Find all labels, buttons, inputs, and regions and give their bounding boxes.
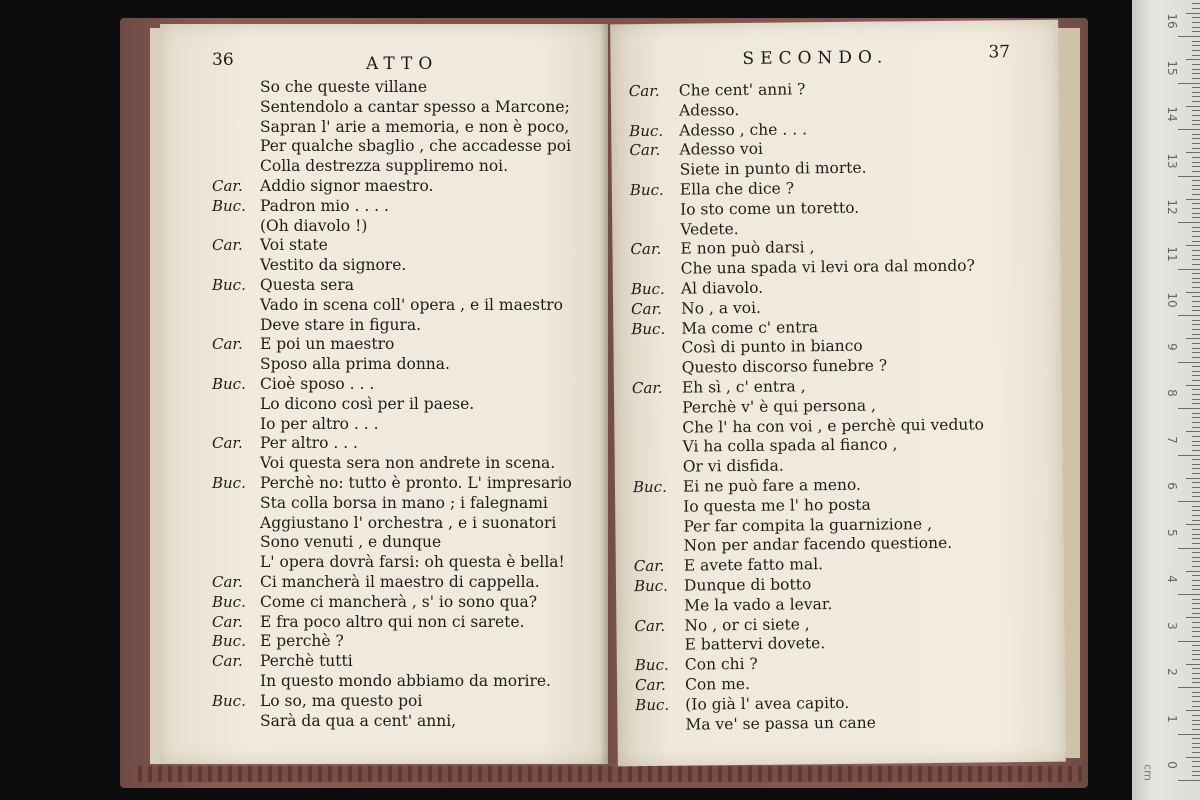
speaker-label: Buc.	[212, 592, 246, 611]
speaker-label: Car.	[634, 675, 666, 695]
ruler-tick	[1192, 282, 1200, 283]
ruler-tick	[1192, 3, 1200, 4]
ruler-tick	[1192, 120, 1200, 121]
ruler-tick	[1192, 148, 1200, 149]
ruler-tick	[1192, 41, 1200, 42]
ruler-tick	[1192, 166, 1200, 167]
left-page	[160, 24, 608, 764]
text-line: Sta colla borsa in mano ; i falegnami	[260, 493, 548, 512]
ruler-tick	[1192, 50, 1200, 51]
speaker-label: Car.	[630, 240, 662, 259]
ruler-tick	[1192, 654, 1200, 655]
ruler-tick	[1192, 357, 1200, 358]
ruler-tick	[1192, 436, 1200, 437]
speaker-label: Car.	[212, 652, 243, 671]
ruler-tick	[1192, 203, 1200, 204]
ruler-tick	[1192, 352, 1200, 353]
ruler-tick	[1192, 259, 1200, 260]
ruler-number: 13	[1165, 152, 1179, 169]
text-line: Perchè v' è qui persona ,	[682, 396, 877, 417]
ruler-tick	[1192, 334, 1200, 335]
ruler-tick	[1192, 534, 1200, 535]
text-line: Per qualche sbaglio , che accadesse poi	[260, 137, 572, 156]
ruler-tick	[1186, 245, 1200, 246]
ruler-tick	[1192, 389, 1200, 390]
ruler-tick	[1192, 450, 1200, 451]
text-line: E poi un maestro	[260, 335, 395, 354]
text-line: E perchè ?	[260, 632, 344, 651]
ruler-tick	[1178, 780, 1200, 781]
ruler-tick	[1192, 399, 1200, 400]
ruler-number: 2	[1165, 668, 1179, 676]
ruler-tick	[1192, 487, 1200, 488]
ruler-tick	[1186, 617, 1200, 618]
ruler-number: 15	[1165, 59, 1179, 76]
ruler-tick	[1192, 55, 1200, 56]
ruler-tick	[1192, 775, 1200, 776]
ruler-tick	[1186, 571, 1200, 572]
ruler-tick	[1192, 375, 1200, 376]
ruler-tick	[1178, 83, 1200, 84]
text-line: So che queste villane	[260, 78, 428, 96]
ruler-tick	[1186, 664, 1200, 665]
ruler-tick	[1192, 766, 1200, 767]
ruler-tick	[1192, 194, 1200, 195]
ruler-tick	[1192, 73, 1200, 74]
text-line: Colla destrezza suppliremo noi.	[260, 157, 509, 176]
ruler-tick	[1192, 715, 1200, 716]
text-line: Io sto come un toretto.	[679, 198, 860, 219]
text-line: Ei ne può fare a meno.	[682, 475, 862, 496]
ruler-unit: cm	[1141, 764, 1155, 781]
ruler-tick	[1192, 659, 1200, 660]
ruler-tick	[1192, 445, 1200, 446]
text-line: No , a voi.	[681, 298, 762, 318]
ruler-tick	[1192, 510, 1200, 511]
ruler-tick	[1192, 213, 1200, 214]
ruler-tick	[1192, 668, 1200, 669]
ruler-tick	[1186, 106, 1200, 107]
ruler-number: 9	[1165, 342, 1179, 351]
text-line: Ma ve' se passa un cane	[685, 713, 876, 734]
text-line: Questa sera	[260, 276, 354, 294]
ruler-tick	[1192, 31, 1200, 32]
speaker-label: Car.	[628, 81, 660, 101]
ruler-tick	[1192, 645, 1200, 646]
speaker-label: Buc.	[634, 655, 669, 675]
speaker-label: Buc.	[212, 375, 246, 393]
text-line: Al diavolo.	[680, 278, 764, 298]
ruler-tick	[1178, 315, 1200, 316]
ruler-tick	[1192, 162, 1200, 163]
text-line: (Io già l' avea capito.	[685, 693, 850, 714]
text-line: Perchè tutti	[260, 652, 353, 671]
ruler-tick	[1186, 13, 1200, 14]
text-line: Dunque di botto	[683, 575, 812, 595]
ruler-tick	[1192, 417, 1200, 418]
ruler-tick	[1192, 171, 1200, 172]
text-line: Lo dicono così per il paese.	[260, 394, 475, 413]
text-line: Me la vado a levar.	[684, 594, 833, 615]
ruler-tick	[1192, 729, 1200, 730]
ruler-number: 16	[1165, 13, 1179, 29]
ruler-tick	[1192, 468, 1200, 469]
speaker-label: Car.	[212, 573, 243, 591]
ruler-tick	[1192, 273, 1200, 274]
ruler-tick	[1192, 422, 1200, 423]
ruler-number: 11	[1165, 245, 1179, 262]
speaker-label: Car.	[633, 557, 665, 576]
speaker-label: Buc.	[629, 121, 664, 140]
text-line: Sentendolo a cantar spesso a Marcone;	[260, 97, 570, 116]
speaker-label: Car.	[629, 141, 661, 160]
text-line: Che l' ha con voi , e perchè qui veduto	[682, 415, 984, 437]
ruler-tick	[1192, 296, 1200, 297]
ruler-tick	[1192, 701, 1200, 702]
ruler-tick	[1192, 78, 1200, 79]
ruler-tick	[1186, 338, 1200, 339]
ruler-number: 12	[1165, 199, 1179, 215]
ruler-tick	[1178, 362, 1200, 363]
ruler-tick	[1186, 152, 1200, 153]
ruler-tick	[1192, 427, 1200, 428]
ruler-tick	[1178, 641, 1200, 642]
ruler-tick	[1178, 594, 1200, 595]
speaker-label: Car.	[631, 299, 662, 318]
ruler-tick	[1192, 115, 1200, 116]
ruler-tick	[1192, 464, 1200, 465]
ruler-tick	[1192, 696, 1200, 697]
ruler-number: 8	[1165, 389, 1179, 397]
text-line: Eh sì , c' entra ,	[681, 377, 806, 397]
ruler-tick	[1192, 45, 1200, 46]
speaker-label: Car.	[212, 612, 243, 631]
ruler-tick	[1192, 575, 1200, 576]
speaker-label: Buc.	[212, 691, 246, 710]
ruler-tick	[1192, 17, 1200, 18]
ruler-tick	[1192, 603, 1200, 604]
ruler-tick	[1192, 96, 1200, 97]
ruler-tick	[1192, 324, 1200, 325]
ruler-tick	[1192, 496, 1200, 497]
text-line: Perchè no: tutto è pronto. L' impresario	[260, 474, 572, 492]
ruler-tick	[1192, 69, 1200, 70]
ruler-tick	[1192, 366, 1200, 367]
ruler-tick	[1192, 27, 1200, 28]
right-running-head: SECONDO.	[742, 47, 889, 69]
ruler-tick	[1192, 143, 1200, 144]
ruler-number: 1	[1165, 714, 1179, 723]
text-line: Voi state	[260, 236, 328, 255]
text-line: Ma come c' entra	[681, 317, 819, 338]
ruler-tick	[1178, 548, 1200, 549]
left-page-number: 36	[212, 50, 234, 70]
text-line: In questo mondo abbiamo da morire.	[260, 672, 551, 690]
text-line: Padron mio . . . .	[260, 196, 389, 215]
ruler-tick	[1192, 459, 1200, 460]
speaker-label: Buc.	[633, 576, 668, 596]
text-line: Non per andar facendo questione.	[683, 534, 953, 556]
speaker-label: Buc.	[212, 632, 246, 651]
ruler-tick	[1192, 264, 1200, 265]
ruler-tick	[1186, 757, 1200, 758]
text-line: Aggiustano l' orchestra , e i suonatori	[260, 513, 557, 532]
ruler-tick	[1192, 227, 1200, 228]
ruler-tick	[1192, 538, 1200, 539]
ruler-tick	[1192, 552, 1200, 553]
ruler-tick	[1192, 743, 1200, 744]
ruler-tick	[1192, 599, 1200, 600]
text-line: Ella che dice ?	[679, 179, 795, 199]
speaker-label: Buc.	[635, 695, 670, 714]
speaker-label: Car.	[631, 378, 663, 398]
ruler-tick	[1192, 208, 1200, 209]
ruler-tick	[1192, 692, 1200, 693]
ruler-tick	[1186, 292, 1200, 293]
text-line: Siete in punto di morte.	[679, 158, 867, 179]
ruler-tick	[1192, 180, 1200, 181]
ruler-tick	[1192, 22, 1200, 23]
ruler-number: 0	[1165, 761, 1179, 769]
ruler-number: 10	[1165, 292, 1179, 308]
text-line: E fra poco altro qui non ci sarete.	[260, 612, 525, 631]
ruler-tick	[1192, 101, 1200, 102]
ruler-number: 7	[1165, 435, 1179, 444]
ruler-tick	[1192, 255, 1200, 256]
speaker-label: Buc.	[212, 276, 246, 294]
speaker-label: Car.	[212, 434, 243, 453]
text-line: Io questa me l' ho posta	[683, 495, 871, 516]
ruler-number: 4	[1165, 575, 1179, 583]
text-line: Vado in scena coll' opera , e il maestro	[260, 295, 563, 314]
text-line: Questo discorso funebre ?	[681, 356, 888, 377]
ruler-tick	[1192, 110, 1200, 111]
text-line: Io per altro . . .	[260, 414, 379, 433]
ruler-tick	[1178, 734, 1200, 735]
ruler-tick	[1192, 371, 1200, 372]
ruler-tick	[1186, 199, 1200, 200]
ruler-tick	[1192, 189, 1200, 190]
ruler-tick	[1192, 678, 1200, 679]
ruler-tick	[1192, 482, 1200, 483]
ruler-tick	[1192, 138, 1200, 139]
text-line: Vi ha colla spada al fianco ,	[682, 435, 898, 457]
ruler-tick	[1192, 720, 1200, 721]
speaker-label: Buc.	[212, 474, 246, 492]
ruler-tick	[1192, 403, 1200, 404]
ruler-tick	[1178, 408, 1200, 409]
text-line: (Oh diavolo !)	[260, 216, 368, 235]
ruler-tick	[1192, 124, 1200, 125]
speaker-label: Car.	[634, 616, 666, 635]
speaker-label: Buc.	[630, 279, 665, 299]
ruler-tick	[1192, 724, 1200, 725]
ruler-tick	[1192, 492, 1200, 493]
book-spine-edge	[132, 766, 1082, 782]
ruler-tick	[1192, 64, 1200, 65]
ruler-tick	[1192, 329, 1200, 330]
ruler-tick	[1192, 650, 1200, 651]
ruler-tick	[1192, 348, 1200, 349]
ruler-tick	[1192, 506, 1200, 507]
ruler-tick	[1178, 222, 1200, 223]
ruler-tick	[1192, 752, 1200, 753]
text-line: Sapran l' arie a memoria, e non è poco,	[260, 117, 570, 136]
ruler-tick	[1192, 738, 1200, 739]
text-line: Addio signor maestro.	[260, 177, 434, 195]
ruler-tick	[1186, 431, 1200, 432]
ruler-tick	[1192, 543, 1200, 544]
speaker-label: Buc.	[212, 196, 246, 215]
speaker-label: Buc.	[631, 319, 666, 338]
text-line: Con me.	[684, 674, 751, 694]
ruler-tick	[1192, 771, 1200, 772]
ruler-tick	[1192, 250, 1200, 251]
right-page-number: 37	[988, 42, 1011, 63]
ruler-tick	[1192, 217, 1200, 218]
text-line: Adesso voi	[679, 140, 764, 160]
ruler-tick	[1192, 8, 1200, 9]
text-line: Che una spada vi levi ora dal mondo?	[680, 256, 976, 278]
text-line: Adesso , che . . .	[679, 119, 808, 140]
text-line: Vedete.	[680, 219, 739, 239]
text-line: Per far compita la guarnizione ,	[683, 514, 933, 536]
ruler-tick	[1192, 185, 1200, 186]
ruler-tick	[1192, 320, 1200, 321]
ruler-tick	[1192, 706, 1200, 707]
text-line: Con chi ?	[684, 655, 758, 674]
ruler-tick	[1178, 687, 1200, 688]
text-line: Deve stare in figura.	[260, 315, 422, 334]
ruler-tick	[1192, 589, 1200, 590]
ruler-tick	[1192, 761, 1200, 762]
ruler-tick	[1186, 59, 1200, 60]
ruler-tick	[1192, 413, 1200, 414]
text-line: Sarà da qua a cent' anni,	[260, 711, 457, 730]
ruler-tick	[1178, 501, 1200, 502]
ruler-tick	[1192, 585, 1200, 586]
right-page	[610, 20, 1066, 767]
text-line: Come ci mancherà , s' io sono qua?	[260, 592, 538, 611]
ruler-tick	[1192, 134, 1200, 135]
ruler-number: 14	[1165, 106, 1179, 122]
ruler-tick	[1192, 394, 1200, 395]
text-line: E battervi dovete.	[684, 634, 826, 655]
ruler-tick	[1178, 176, 1200, 177]
speaker-label: Car.	[212, 236, 243, 255]
ruler-tick	[1192, 231, 1200, 232]
ruler-number: 6	[1165, 482, 1179, 490]
ruler-number: 3	[1165, 621, 1179, 630]
ruler-tick	[1192, 287, 1200, 288]
text-line: E non può darsi ,	[680, 238, 815, 259]
text-line: Voi questa sera non andrete in scena.	[260, 454, 556, 473]
ruler-tick	[1192, 622, 1200, 623]
ruler-tick	[1192, 580, 1200, 581]
ruler-tick	[1192, 515, 1200, 516]
ruler-tick	[1178, 36, 1200, 37]
ruler-tick	[1192, 310, 1200, 311]
ruler-tick	[1192, 343, 1200, 344]
ruler-tick	[1192, 673, 1200, 674]
ruler-tick	[1186, 710, 1200, 711]
ruler-tick	[1192, 682, 1200, 683]
ruler-number: 5	[1165, 528, 1179, 537]
text-line: Lo so, ma questo poi	[260, 691, 423, 710]
text-line: Ci mancherà il maestro di cappella.	[260, 573, 540, 591]
ruler-tick	[1192, 636, 1200, 637]
ruler-tick	[1192, 236, 1200, 237]
text-line: E avete fatto mal.	[683, 555, 824, 575]
text-line: L' opera dovrà farsi: oh questa è bella!	[260, 553, 565, 572]
ruler-tick	[1186, 524, 1200, 525]
ruler-tick	[1192, 87, 1200, 88]
ruler-tick	[1192, 608, 1200, 609]
ruler-tick	[1192, 301, 1200, 302]
text-line: Cioè sposo . . .	[260, 375, 375, 393]
text-line: Vestito da signore.	[260, 256, 407, 275]
left-running-head: ATTO	[366, 54, 439, 74]
ruler-tick	[1192, 561, 1200, 562]
ruler-tick	[1178, 269, 1200, 270]
text-line: Sposo alla prima donna.	[260, 355, 450, 374]
text-line: Che cent' anni ?	[678, 80, 806, 100]
text-line: Sono venuti , e dunque	[260, 533, 442, 552]
ruler-tick	[1192, 529, 1200, 530]
ruler-tick	[1192, 747, 1200, 748]
ruler-tick	[1192, 473, 1200, 474]
ruler-tick	[1192, 557, 1200, 558]
speaker-label: Car.	[212, 177, 243, 195]
ruler-tick	[1192, 241, 1200, 242]
ruler-tick	[1192, 306, 1200, 307]
text-line: Per altro . . .	[260, 434, 358, 453]
ruler-tick	[1192, 441, 1200, 442]
speaker-label: Buc.	[629, 180, 664, 200]
ruler-tick	[1192, 520, 1200, 521]
ruler-tick	[1192, 627, 1200, 628]
speaker-label: Buc.	[632, 477, 667, 497]
ruler-tick	[1192, 566, 1200, 567]
ruler-tick	[1186, 385, 1200, 386]
speaker-label: Car.	[212, 335, 243, 354]
text-line: Or vi disfida.	[682, 456, 784, 476]
ruler-tick	[1192, 157, 1200, 158]
ruler-tick	[1192, 92, 1200, 93]
text-line: Così di punto in bianco	[681, 337, 863, 358]
ruler-tick	[1192, 613, 1200, 614]
ruler-tick	[1186, 478, 1200, 479]
text-line: Adesso.	[678, 100, 740, 120]
ruler-tick	[1178, 129, 1200, 130]
ruler-tick	[1192, 631, 1200, 632]
ruler-tick	[1192, 380, 1200, 381]
ruler-tick	[1192, 278, 1200, 279]
ruler-tick	[1178, 455, 1200, 456]
text-line: No , or ci siete ,	[684, 614, 810, 635]
